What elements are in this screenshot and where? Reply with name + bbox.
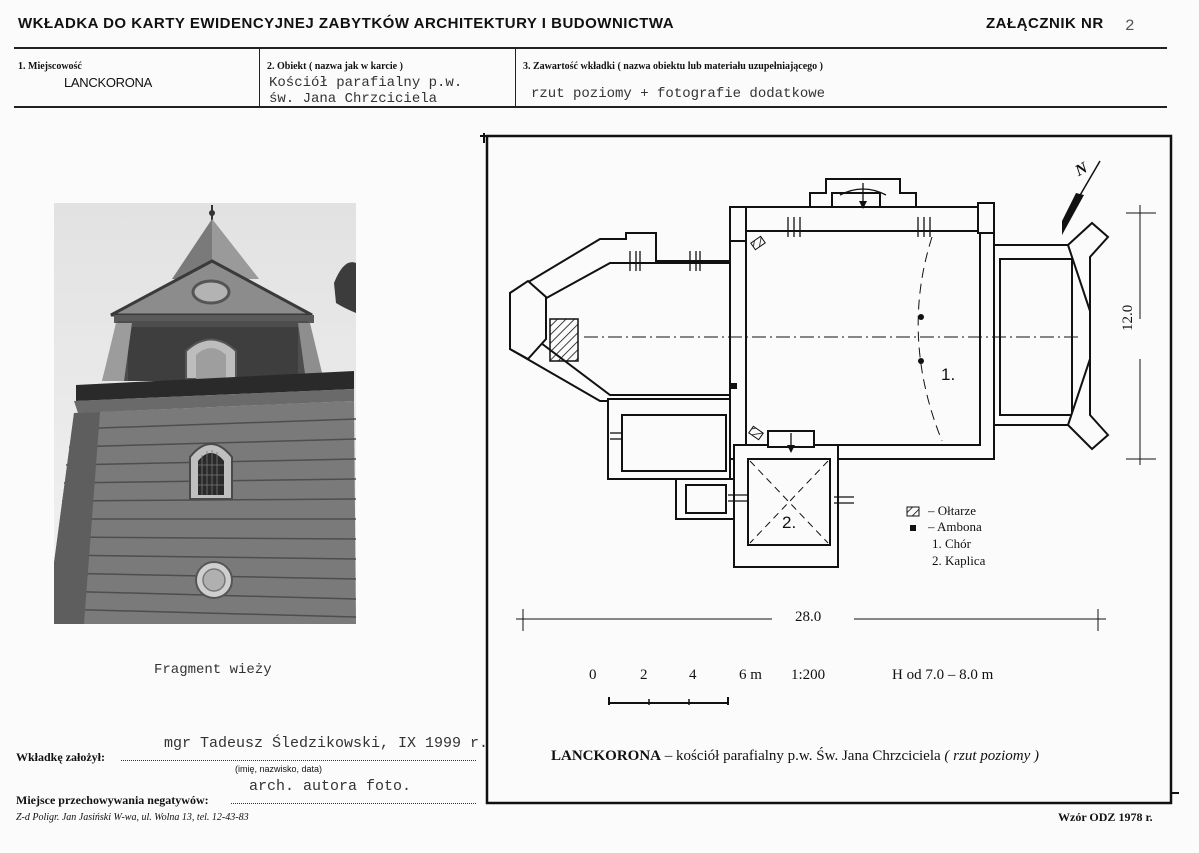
header-rule-top [14,47,1167,49]
legend-pulpit: – Ambona [928,519,982,534]
photo-caption: Fragment wieży [154,662,272,678]
founder-hint: (imię, nazwisko, data) [235,764,323,774]
main-altar [550,319,578,361]
pulpit-mark [731,383,737,389]
plan-caption [551,748,1039,765]
founder-dotted-line [121,760,476,761]
scale-tick-2: 2 [640,667,648,683]
north-label: N [1072,159,1091,180]
locality-label: 1. Miejscowość [18,61,82,72]
contents-label: 3. Zawartość wkładki ( nazwa obiektu lub materiału uzupełniającego ) [523,61,824,72]
form-title: WKŁADKA DO KARTY EWIDENCYJNEJ ZABYTKÓW ARCHITEKTURY I BUDOWNICTWA [18,15,675,32]
room-1-label: 1. [941,365,956,384]
field-divider-2 [515,49,516,106]
annex-label: ZAŁĄCZNIK NR [986,15,1104,32]
legend-altar-swatch [907,507,919,516]
header-rule-bottom [14,106,1167,108]
object-label: 2. Obiekt ( nazwa jak w karcie ) [267,61,403,72]
width-dimension: 28.0 [795,609,822,625]
plan-caption-italic: ( rzut poziomy ) [944,748,1039,764]
floor-plan-sheet [480,133,1179,807]
scale-ratio: 1:200 [791,667,826,683]
floor-plan-drawing [480,133,1179,807]
nave-inner [746,231,980,445]
scale-tick-4: 4 [689,667,697,683]
room-2-label: 2. [782,513,797,532]
legend-altars: – Ołtarze [928,503,977,518]
negatives-label: Miejsce przechowywania negatywów: [16,793,209,807]
form-code: Wzór ODZ 1978 r. [1058,810,1153,824]
tower-photo [54,203,356,624]
contents-value: rzut poziomy + fotografie dodatkowe [531,86,826,102]
annex-number: 2 [1125,17,1135,35]
printer-credit: Z-d Poligr. Jan Jasiński W-wa, ul. Wolna 13, tel. 12-43-83 [16,812,249,823]
legend-choir: 1. Chór [932,536,971,551]
negatives-value: arch. autora foto. [249,778,412,795]
height-dimension: 12.0 [1120,304,1136,331]
field-divider-1 [259,49,260,106]
founder-value: mgr Tadeusz Śledzikowski, IX 1999 r. [164,735,489,752]
plan-caption-bold: LANCKORONA [551,748,662,764]
object-value-line2: św. Jana Chrzciciela [269,91,438,107]
height-range: H od 7.0 – 8.0 m [892,667,994,683]
scale-tick-6: 6 m [739,667,762,683]
negatives-dotted-line [231,803,476,804]
legend-chapel: 2. Kaplica [932,553,986,568]
founder-label: Wkładkę założył: [16,750,105,764]
legend-pulpit-swatch [910,525,916,531]
object-value-line1: Kościół parafialny p.w. [269,75,463,91]
plan-caption-rest: – kościół parafialny p.w. Św. Jana Chrzciciela [661,748,945,764]
locality-value: LANCKORONA [64,75,153,90]
scale-tick-0: 0 [589,667,597,683]
